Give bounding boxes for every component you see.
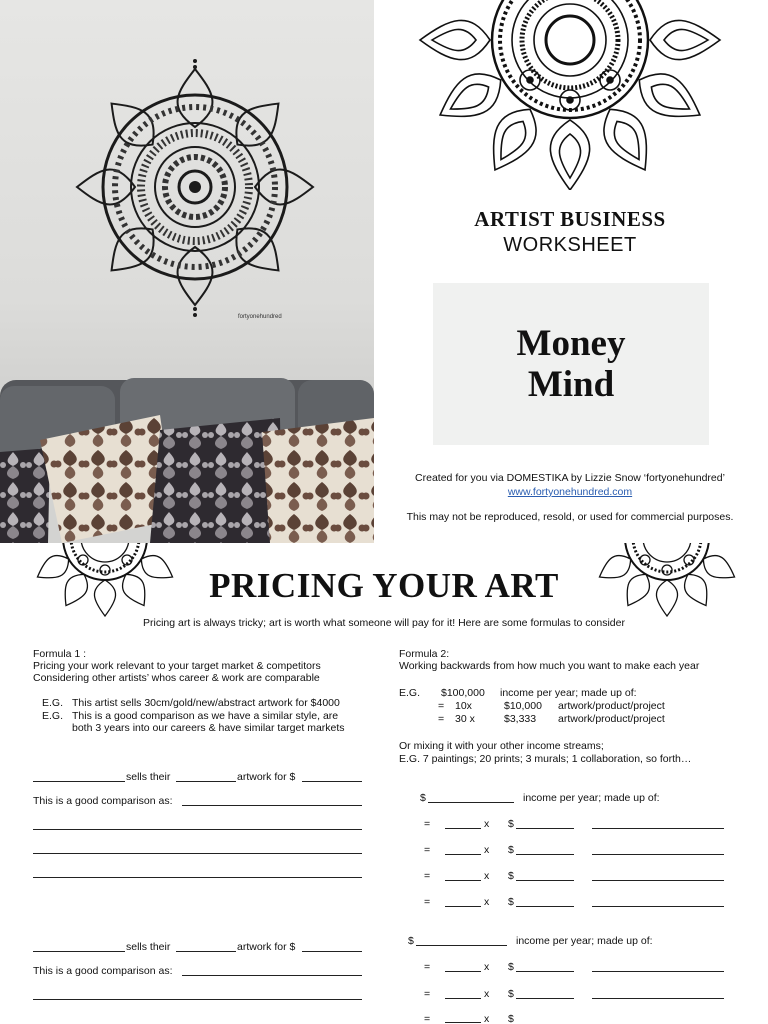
artwork-type-field[interactable] [176,951,236,952]
comparison-line[interactable] [33,877,362,878]
eq-sign: = [424,896,431,908]
dollar-sign: $ [508,844,514,856]
formula1-eg2a: This is a good comparison as we have a similar style, are [72,710,339,722]
sells-label: sells their [126,941,171,953]
times-sign: x [484,961,490,973]
feature-box [433,283,709,445]
price-field[interactable] [516,998,574,999]
artwork-type-field[interactable] [176,781,236,782]
comparison-line[interactable] [33,999,362,1000]
photo-signature: fortyonehundred [238,314,282,320]
formula2-eg-amount: $100,000 [441,687,485,699]
times-sign: x [484,1013,490,1024]
formula1-label: Formula 1 : [33,648,87,660]
credit-block [380,471,760,499]
quantity-field[interactable] [445,828,481,829]
item-field[interactable] [592,854,724,855]
item-field[interactable] [592,906,724,907]
formula2-eg-desc: income per year; made up of: [500,687,637,699]
dollar-sign: $ [508,870,514,882]
eq-sign: = [424,1013,431,1024]
comparison-label: This is a good comparison as: [33,965,173,977]
income-label: income per year; made up of: [523,792,660,804]
eg-row-mult: 10x [455,700,472,712]
eg-row-item: artwork/product/project [558,713,665,725]
times-sign: x [484,870,490,882]
worksheet-subtitle: WORKSHEET [503,234,637,256]
eg-row-item: artwork/product/project [558,700,665,712]
dollar-sign: $ [508,818,514,830]
income-dollar-sign: $ [420,792,426,804]
formula2-label: Formula 2: [399,648,450,660]
quantity-field[interactable] [445,1022,481,1023]
times-sign: x [484,844,490,856]
formula1-line1: Pricing your work relevant to your target market & competitors [33,660,321,672]
eg-row-eq: = [438,700,445,712]
price-field[interactable] [516,828,574,829]
artwork-for-label: artwork for $ [237,941,296,953]
worksheet-title: ARTIST BUSINESS [474,207,666,231]
comparison-field[interactable] [182,975,362,976]
mandala-illustration [405,0,735,190]
mix-line2: E.G. 7 paintings; 20 prints; 3 murals; 1 collaboration, so forth… [399,753,692,765]
eq-sign: = [424,961,431,973]
credit-text: Created for you via DOMESTIKA by Lizzie Snow ‘fortyonehundred’ [415,472,725,484]
comparison-line[interactable] [33,853,362,854]
income-amount-field[interactable] [416,945,507,946]
feature-title-line2: Mind [527,364,615,405]
artwork-for-label: artwork for $ [237,771,296,783]
comparison-line[interactable] [33,829,362,830]
quantity-field[interactable] [445,880,481,881]
quantity-field[interactable] [445,854,481,855]
sells-label: sells their [126,771,171,783]
item-field[interactable] [592,971,724,972]
quantity-field[interactable] [445,971,481,972]
price-field[interactable] [516,971,574,972]
section-heading: PRICING YOUR ART [209,566,559,605]
eg-row-value: $10,000 [504,700,542,712]
eq-sign: = [424,870,431,882]
item-field[interactable] [592,828,724,829]
artist-name-field[interactable] [33,951,125,952]
income-dollar-sign: $ [408,935,414,947]
income-amount-field[interactable] [428,802,514,803]
formula1-eg-label-2: E.G. [42,710,64,722]
eg-row-mult: 30 x [455,713,475,725]
formula2-line1: Working backwards from how much you want to make each year [399,660,700,672]
times-sign: x [484,896,490,908]
eq-sign: = [424,844,431,856]
income-label: income per year; made up of: [516,935,653,947]
price-field[interactable] [516,854,574,855]
photo-illustration [0,0,374,543]
price-field[interactable] [516,880,574,881]
comparison-label: This is a good comparison as: [33,795,173,807]
dollar-sign: $ [508,1013,514,1024]
dollar-sign: $ [508,988,514,1000]
formula1-eg2b: both 3 years into our careers & have similar target markets [72,722,345,734]
formula1-eg-label-1: E.G. [42,697,64,709]
mix-line1: Or mixing it with your other income streams; [399,740,604,752]
eg-row-value: $3,333 [504,713,537,725]
price-field[interactable] [516,906,574,907]
formula2-eg-label: E.G. [399,687,421,699]
formula1-eg1: This artist sells 30cm/gold/new/abstract artwork for $4000 [72,697,340,709]
copyright-notice: This may not be reproduced, resold, or used for commercial purposes. [406,511,734,523]
artwork-price-field[interactable] [302,781,362,782]
item-field[interactable] [592,880,724,881]
times-sign: x [484,818,490,830]
item-field[interactable] [592,998,724,999]
comparison-field[interactable] [182,805,362,806]
feature-title [517,323,626,405]
website-link[interactable]: www.fortyonehundred.com [507,486,633,498]
times-sign: x [484,988,490,1000]
eq-sign: = [424,818,431,830]
eg-row-eq: = [438,713,445,725]
quantity-field[interactable] [445,906,481,907]
dollar-sign: $ [508,896,514,908]
section-intro: Pricing art is always tricky; art is worth what someone will pay for it! Here are some formulas to consider [142,617,625,629]
dollar-sign: $ [508,961,514,973]
quantity-field[interactable] [445,998,481,999]
formula1-line2: Considering other artists’ whos career & work are comparable [33,672,320,684]
eq-sign: = [424,988,431,1000]
artwork-price-field[interactable] [302,951,362,952]
feature-title-line1: Money [516,323,626,364]
hero-photo [0,0,374,543]
artist-name-field[interactable] [33,781,125,782]
